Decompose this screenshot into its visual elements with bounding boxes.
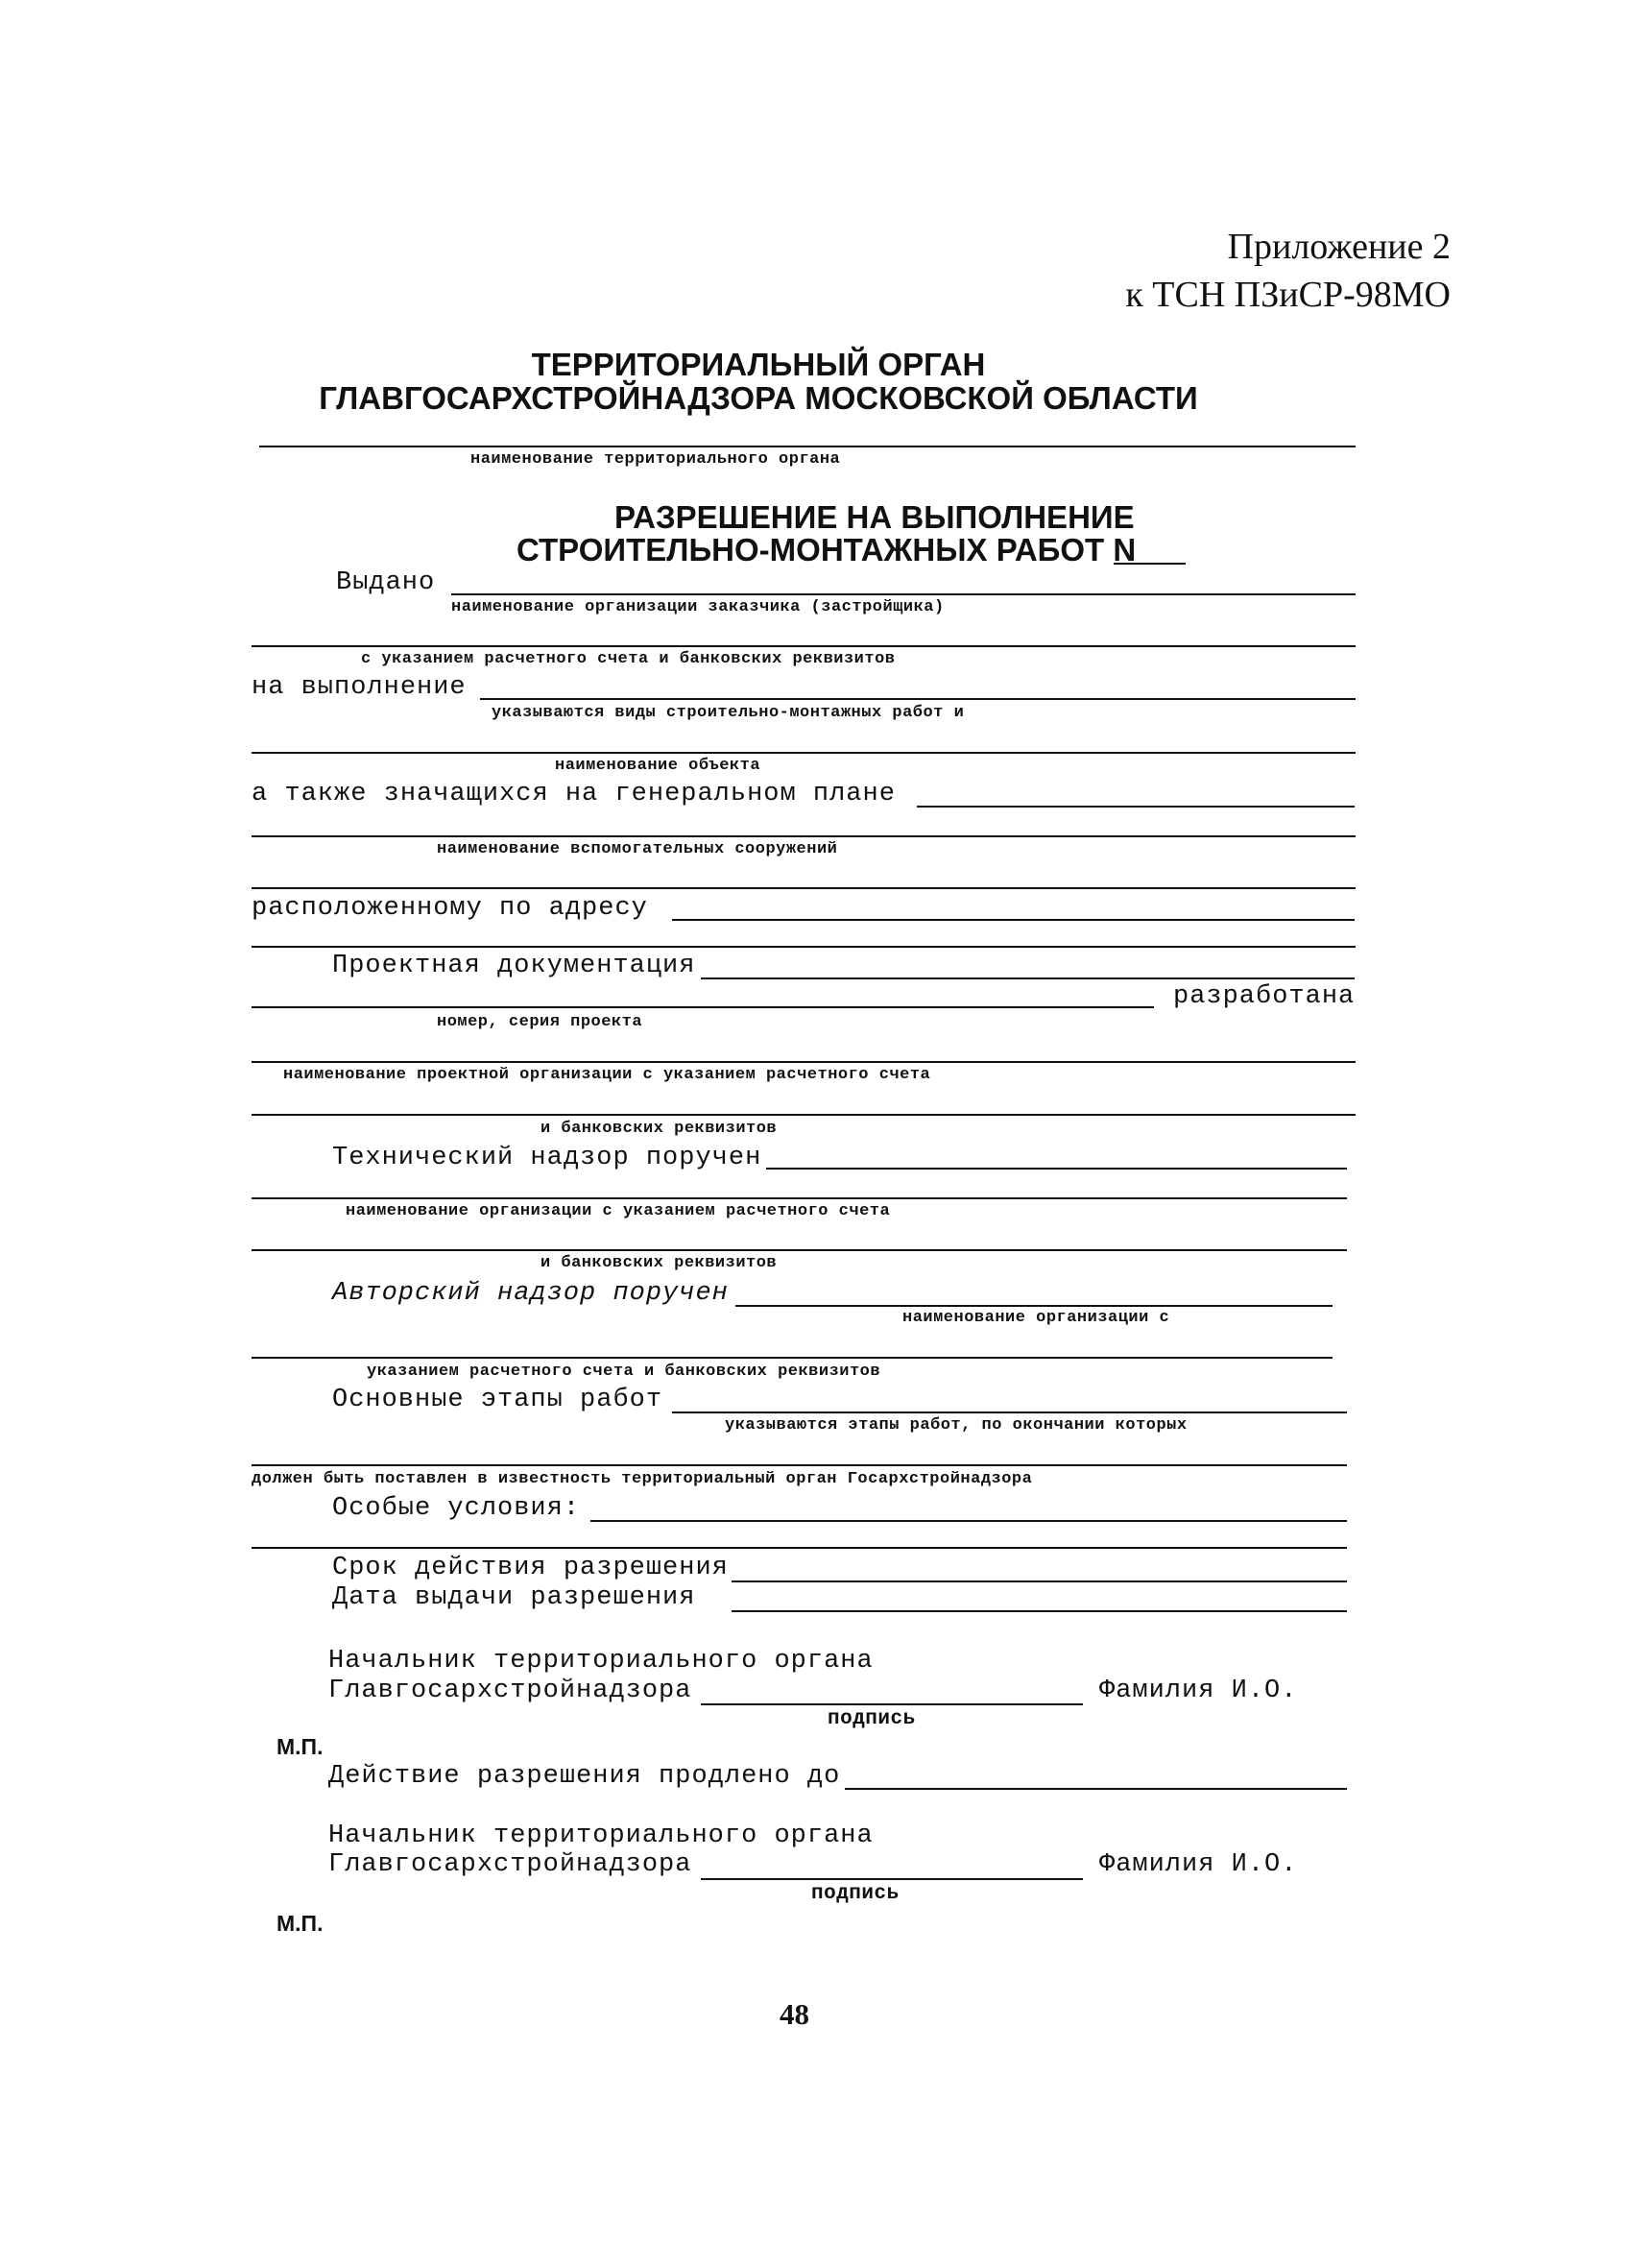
work-line [480, 698, 1356, 700]
issue-date-line [732, 1610, 1347, 1612]
signature-caption: подпись [828, 1708, 916, 1730]
work-caption: указываются виды строительно-монтажных работ и [492, 704, 965, 722]
issued-label: Выдано [336, 568, 436, 597]
object-caption: наименование объекта [555, 757, 761, 775]
general-plan-line [917, 806, 1355, 808]
bank-details-caption-2: и банковских реквизитов [540, 1254, 778, 1272]
address-line [672, 919, 1355, 921]
account-caption: с указанием расчетного счета и банковских реквизитов [361, 650, 896, 668]
org-name-line [259, 446, 1356, 447]
account-line [252, 645, 1356, 647]
auxiliary-line-2 [252, 887, 1356, 889]
permit-number-line [1114, 563, 1186, 565]
org-name-caption: наименование территориального органа [470, 450, 841, 469]
signature-line [701, 1703, 1083, 1705]
extended-line [845, 1788, 1347, 1790]
signature2-line [701, 1878, 1083, 1880]
tech-org-line-2 [252, 1249, 1347, 1251]
author-org-caption: наименование организации с [902, 1309, 1170, 1327]
tech-supervision-line [766, 1168, 1347, 1170]
stages-line-2 [252, 1464, 1347, 1466]
author-account-caption: указанием расчетного счета и банковских реквизитов [367, 1363, 881, 1381]
validity-label: Срок действия разрешения [332, 1554, 729, 1582]
general-plan-label: а также значащихся на генеральном плане [252, 780, 896, 808]
author-supervision-label: Авторский надзор поручен [332, 1279, 729, 1308]
stages-label: Основные этапы работ [332, 1386, 663, 1414]
extended-label: Действие разрешения продлено до [328, 1762, 841, 1791]
design-org-caption: наименование проектной организации с указанием расчетного счета [283, 1066, 931, 1084]
chief2-name: Фамилия И.О. [1099, 1850, 1298, 1879]
org-title-line-1: ТЕРРИТОРИАЛЬНЫЙ ОРГАН [531, 347, 986, 382]
bank-details-caption-1: и банковских реквизитов [540, 1120, 778, 1138]
developed-label: разработана [1173, 982, 1356, 1011]
chief-line-2: Главгосархстройнадзора [328, 1677, 692, 1705]
project-number-line [252, 1006, 1154, 1008]
tech-org-line [252, 1197, 1347, 1199]
object-line [252, 752, 1356, 754]
permit-title-line-1: РАЗРЕШЕНИЕ НА ВЫПОЛНЕНИЕ [614, 499, 1135, 535]
auxiliary-caption: наименование вспомогательных сооружений [437, 840, 838, 858]
permit-title-line-2: СТРОИТЕЛЬНО-МОНТАЖНЫХ РАБОТ N [516, 532, 1137, 567]
special-conditions-line [590, 1520, 1347, 1522]
chief2-line-2: Главгосархстройнадзора [328, 1850, 692, 1879]
stamp-mark: М.П. [276, 1734, 324, 1759]
address-line-2 [252, 946, 1356, 948]
appendix-line-2: к ТСН ПЗиСР-98МО [1125, 275, 1451, 315]
stages-caption-2: должен быть поставлен в известность территориальный орган Госархстройнадзора [252, 1470, 1033, 1488]
stages-caption-1: указываются этапы работ, по окончании которых [725, 1416, 1188, 1435]
page-number: 48 [780, 1997, 809, 2031]
project-number-caption: номер, серия проекта [437, 1013, 643, 1031]
tech-supervision-label: Технический надзор поручен [332, 1144, 762, 1172]
org-title-line-2: ГЛАВГОСАРХСТРОЙНАДЗОРА МОСКОВСКОЙ ОБЛАСТИ [319, 380, 1198, 416]
validity-line [732, 1580, 1347, 1582]
author-org-line [252, 1357, 1333, 1359]
project-docs-label: Проектная документация [332, 952, 696, 980]
tech-org-caption: наименование организации с указанием расчетного счета [346, 1202, 891, 1220]
special-conditions-label: Особые условия: [332, 1494, 581, 1523]
issued-caption: наименование организации заказчика (застройщика) [451, 598, 945, 616]
chief-name: Фамилия И.О. [1099, 1677, 1298, 1705]
work-label: на выполнение [252, 673, 467, 702]
signature2-caption: подпись [811, 1883, 900, 1905]
issued-line [451, 593, 1356, 595]
design-org-line [252, 1061, 1356, 1063]
issue-date-label: Дата выдачи разрешения [332, 1583, 696, 1612]
chief-line-1: Начальник территориального органа [328, 1647, 874, 1676]
appendix-line-1: Приложение 2 [1227, 227, 1451, 267]
special-conditions-line-2 [252, 1547, 1347, 1549]
auxiliary-line [252, 835, 1356, 837]
chief2-line-1: Начальник территориального органа [328, 1822, 874, 1850]
project-docs-line [701, 977, 1355, 979]
design-org-line-2 [252, 1114, 1356, 1116]
stamp2-mark: М.П. [276, 1911, 324, 1936]
stages-line [672, 1411, 1347, 1413]
address-label: расположенному по адресу [252, 894, 648, 923]
author-supervision-line [735, 1305, 1333, 1307]
